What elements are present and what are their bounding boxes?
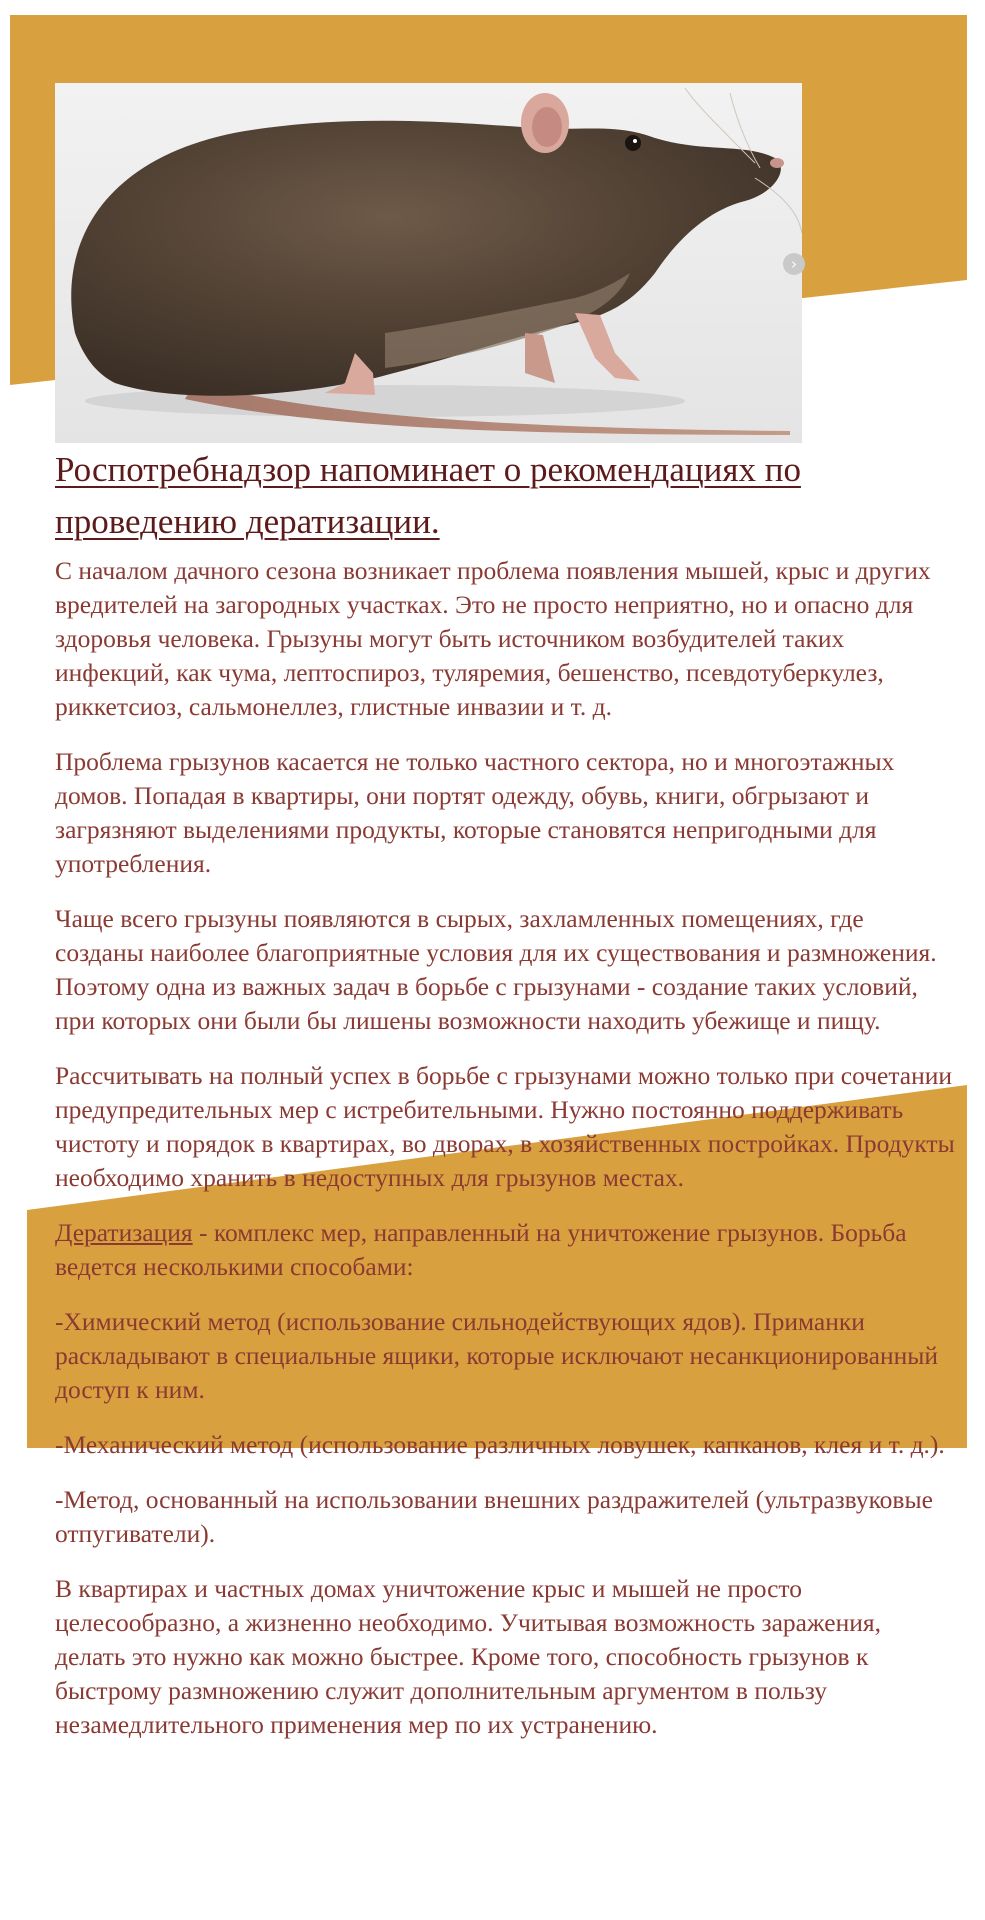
chevron-right-icon[interactable]: › [783,253,805,275]
deratization-definition: - комплекс мер, направленный на уничтожение грызунов. Борьба ведется несколькими способами: [55,1218,907,1281]
paragraph-conclusion: В квартирах и частных домах уничтожение крыс и мышей не просто целесообразно, а жизненно необходимо. Учитывая возможность заражения, делать это нужно как можно быстрее. Кроме того, способность грызунов к быстрому размножению служит дополнительным аргументом в пользу незамедлительного применения мер по их устранению. [55,1574,881,1739]
paragraph-ultrasonic-method: -Метод, основанный на использовании внешних раздражителей (ультразвуковые отпугиватели). [55,1485,933,1548]
article [55,444,955,1763]
paragraph-chemical-method: -Химический метод (использование сильнодействующих ядов). Приманки раскладывают в специальные ящики, которые исключают несанкционированный доступ к ним. [55,1307,939,1404]
paragraph-intro: С началом дачного сезона возникает проблема появления мышей, крыс и других вредителей на загородных участках. Это не просто неприятно, но и опасно для здоровья человека. Грызуны могут быть источником возбудителей таких инфекций, как чума, лептоспироз, туляремия, бешенство, псевдотуберкулез, риккетсиоз, сальмонеллез, глистные инвазии и т. д. [55,556,931,721]
paragraph-apartments: Проблема грызунов касается не только частного сектора, но и многоэтажных домов. Попадая в квартиры, они портят одежду, обувь, книги, обгрызают и загрязняют выделениями продукты, которые становятся непригодными для употребления. [55,747,895,878]
article-title[interactable]: Роспотребнадзор напоминает о рекомендациях по проведению дератизации. [55,450,801,541]
paragraph-prevention: Рассчитывать на полный успех в борьбе с грызунами можно только при сочетании предупредительных мер с истребительными. Нужно постоянно поддерживать чистоту и порядок в квартирах, во дворах, в хозяйственных постройках. Продукты необходимо хранить в недоступных для грызунов местах. [55,1061,955,1192]
paragraph-conditions: Чаще всего грызуны появляются в сырых, захламленных помещениях, где созданы наиболее благоприятные условия для их существования и размножения. Поэтому одна из важных задач в борьбе с грызунами - создание таких условий, при которых они были бы лишены возможности находить убежище и пищу. [55,904,937,1035]
rat-photo [55,83,802,443]
deratization-link[interactable]: Дератизация [55,1218,193,1247]
paragraph-mechanical-method: -Механический метод (использование различных ловушек, капканов, клея и т. д.). [55,1430,945,1459]
paragraph-deratization [55,1216,955,1284]
